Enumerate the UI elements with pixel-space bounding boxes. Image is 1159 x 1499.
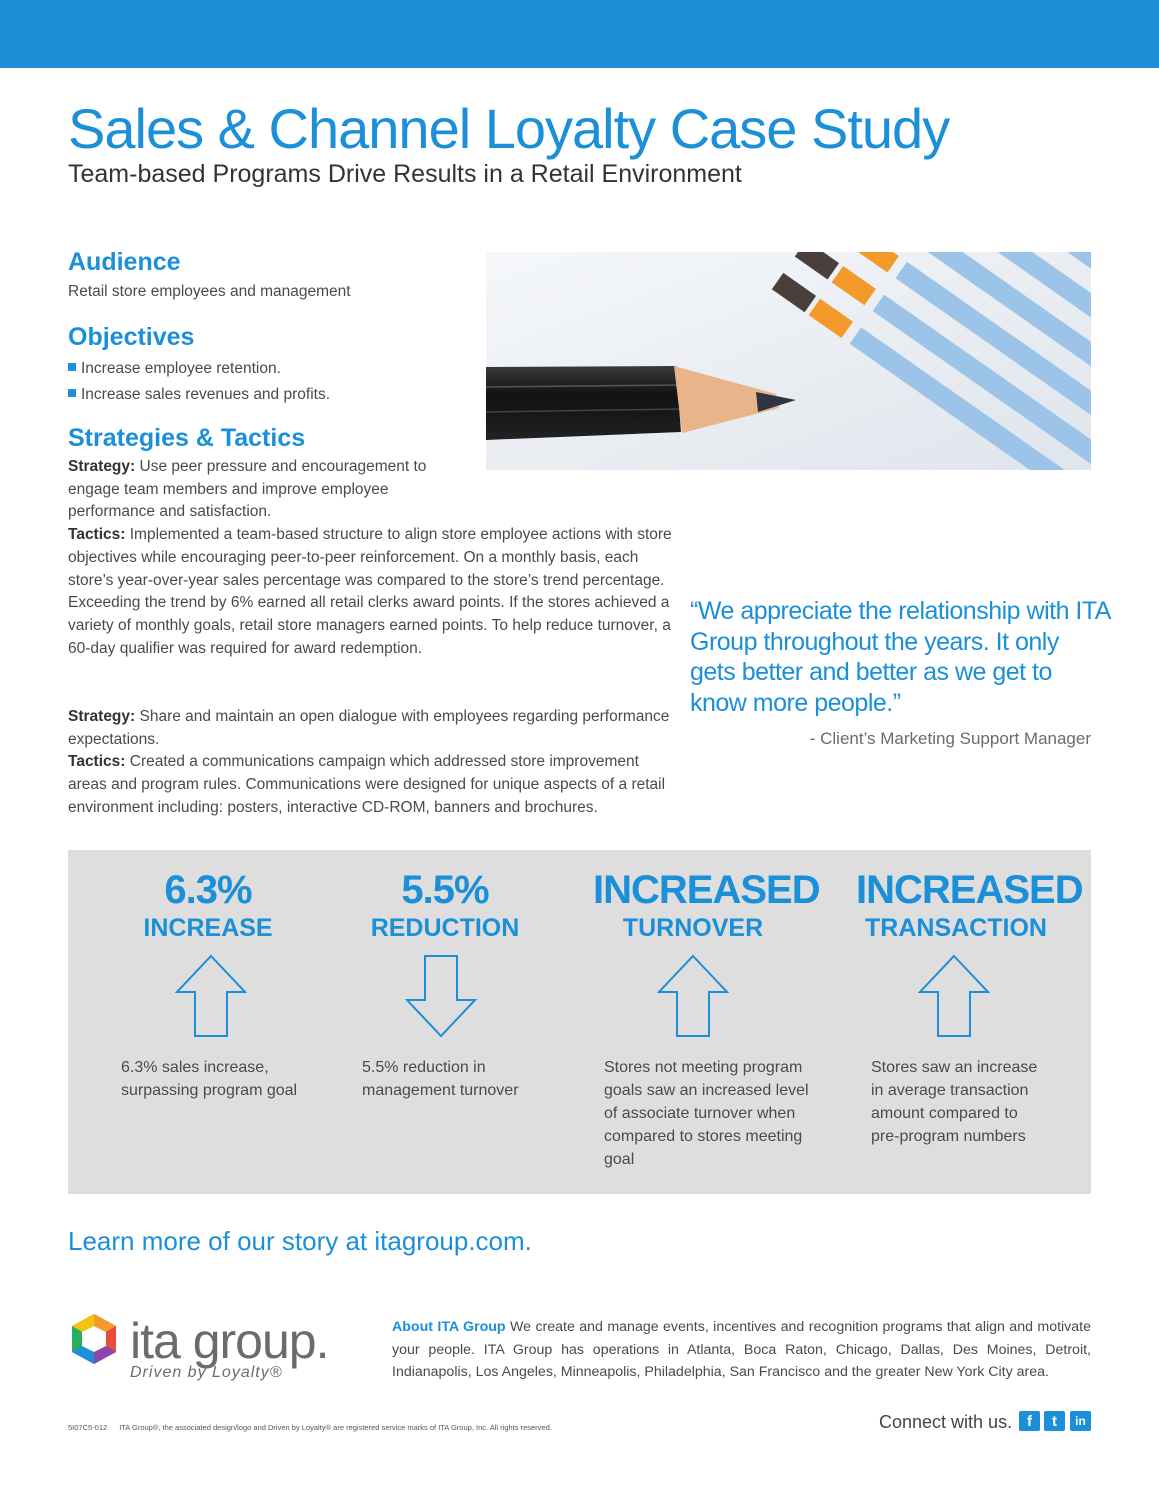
result-headline: 5.5%	[401, 868, 489, 912]
result-subheading: TURNOVER	[622, 914, 764, 942]
about-label: About ITA Group	[392, 1319, 506, 1335]
bullet-square-icon	[68, 389, 76, 397]
about-text: We create and manage events, incentives and recognition programs that align and motivate your people. ITA Group has operations in Atlanta, Boca Raton, Chicago, Dallas, Des Moines, Detroit, Indianapolis, Los Angeles, Minneapolis, Philadelphia, San Francisco and the greater New York City area.	[392, 1319, 1091, 1381]
logo-wordmark: ita group.	[130, 1313, 329, 1369]
page-title: Sales & Channel Loyalty Case Study	[68, 97, 950, 160]
facebook-icon[interactable]: f	[1019, 1411, 1040, 1431]
top-banner	[0, 0, 1159, 68]
hexagon-logo-icon	[68, 1312, 120, 1368]
result-subheading: TRANSACTION	[865, 914, 1047, 942]
twitter-icon[interactable]: t	[1044, 1411, 1065, 1431]
quote-attribution: - Client’s Marketing Support Manager	[809, 729, 1091, 748]
arrow-up-icon	[918, 954, 990, 1038]
page-subtitle: Team-based Programs Drive Results in a Retail Environment	[68, 160, 742, 188]
arrow-up-icon	[657, 954, 729, 1038]
document-code: 5I07C5-012	[68, 1423, 108, 1432]
pencil-chart-photo	[486, 252, 1091, 470]
list-item: Increase sales revenues and profits.	[68, 382, 330, 408]
audience-text: Retail store employees and management	[68, 283, 351, 300]
result-headline: 6.3%	[164, 868, 252, 912]
strategy-block-1: Strategy: Use peer pressure and encouragement to engage team members and improve employee performance and satisfaction. Tactics: Implemented a team-based structure to align store employee actions with store objectives while encouraging peer-to-peer reinforcement. On a monthly basis, each store’s year-over-year sales percentage was compared to the store’s trend percentage. Exceeding the trend by 6% earned all retail clerks award points. If the stores achieved a variety of monthly goals, retail store managers earned points. To help reduce turnover, a 60-day qualifier was required for award redemption.	[68, 458, 672, 657]
learn-more-link[interactable]: Learn more of our story at itagroup.com.	[68, 1226, 532, 1256]
connect-label: Connect with us.	[879, 1412, 1013, 1432]
linkedin-icon[interactable]: in	[1070, 1411, 1091, 1431]
legal-footnote	[68, 1423, 564, 1432]
result-subheading: REDUCTION	[370, 914, 520, 942]
arrow-up-icon	[175, 954, 247, 1038]
legal-text: ITA Group®, the associated design/logo and Driven by Loyalty® are registered service marks of ITA Group, Inc. All rights reserved.	[119, 1423, 552, 1432]
result-headline: INCREASED	[856, 868, 1083, 912]
results-panel	[68, 850, 1091, 1194]
objectives-list	[68, 356, 330, 408]
logo-tagline: Driven by Loyalty®	[130, 1364, 283, 1381]
audience-heading: Audience	[68, 248, 181, 276]
strategy-block-2: Strategy: Share and maintain an open dialogue with employees regarding performance expectations. Tactics: Created a communications campaign which addressed store improvement areas and program rules. Communications were designed for unique aspects of a retail environment including: posters, interactive CD-ROM, banners and brochures.	[68, 708, 670, 816]
bullet-square-icon	[68, 363, 76, 371]
about-ita-group	[392, 1316, 1091, 1384]
result-subheading: INCREASE	[143, 914, 273, 942]
result-description: 6.3% sales increase, surpassing program goal	[121, 1059, 298, 1099]
strategies-heading: Strategies & Tactics	[68, 424, 306, 452]
result-headline: INCREASED	[593, 868, 820, 912]
result-description: Stores not meeting program goals saw an increased level of associate turnover when compared to stores meeting goal	[604, 1059, 809, 1168]
client-quote: “We appreciate the relationship with ITA Group throughout the years. It only gets better and better as we get to know more people.”	[690, 597, 1110, 717]
result-description: 5.5% reduction in management turnover	[362, 1059, 519, 1099]
arrow-down-icon	[405, 954, 477, 1038]
result-description: Stores saw an increase in average transaction amount compared to pre-program numbers	[871, 1059, 1038, 1145]
objectives-heading: Objectives	[68, 323, 195, 351]
list-item: Increase employee retention.	[68, 356, 330, 382]
